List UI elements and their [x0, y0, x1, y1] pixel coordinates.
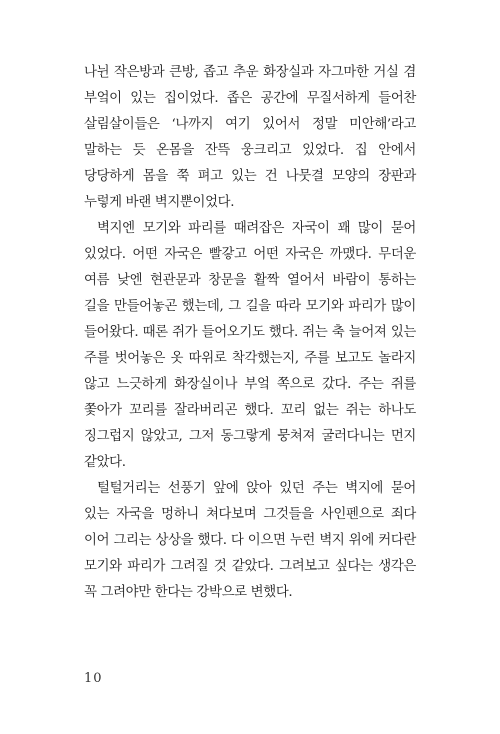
paragraph-3: 털털거리는 선풍기 앞에 앉아 있던 주는 벽지에 묻어 있는 자국을 멍하니 쳐다보며 그것들을 사인펜으로 죄다 이어 그리는 상상을 했다. 다 이으면 누런 벽지 위에 커다란 모기와 파리가 그려질 것 같았다. 그려보고 싶다는 생각은 꼭 그려야만 한다는 강박으로 변했다. — [84, 481, 416, 600]
paragraph-2: 벽지엔 모기와 파리를 때려잡은 자국이 꽤 많이 묻어 있었다. 어떤 자국은 빨갛고 어떤 자국은 까맸다. 무더운 여름 낮엔 현관문과 창문을 활짝 열어서 바람이 통하는 길을 만들어놓곤 했는데, 그 길을 따라 모기와 파리가 많이 들어왔다. 때론 쥐가 들어오기도 했다. 쥐는 축 늘어져 있는 주를 벗어놓은 옷 따위로 착각했는지, 주를 보고도 놀라지 않고 느긋하게 화장실이나 부엌 쪽으로 갔다. 주는 쥐를 쫓아가 꼬리를 잘라버리곤 했다. 꼬리 없는 쥐는 하나도 징그럽지 않았고, 그저 동그랗게 뭉쳐져 굴러다니는 먼지 같았다. — [84, 221, 416, 470]
page-number: 10 — [84, 671, 103, 686]
paragraph-1: 나뉜 작은방과 큰방, 좁고 추운 화장실과 자그마한 거실 겸 부엌이 있는 집이었다. 좁은 공간에 무질서하게 들어찬 살림살이들은 ‘나까지 여기 있어서 정말 미안해’라고 말하는 듯 온몸을 잔뜩 웅크리고 있었다. 집 안에서 당당하게 몸을 쭉 펴고 있는 건 나뭇결 모양의 장판과 누렇게 바랜 벽지뿐이었다. — [84, 65, 416, 210]
body-text — [84, 60, 416, 606]
